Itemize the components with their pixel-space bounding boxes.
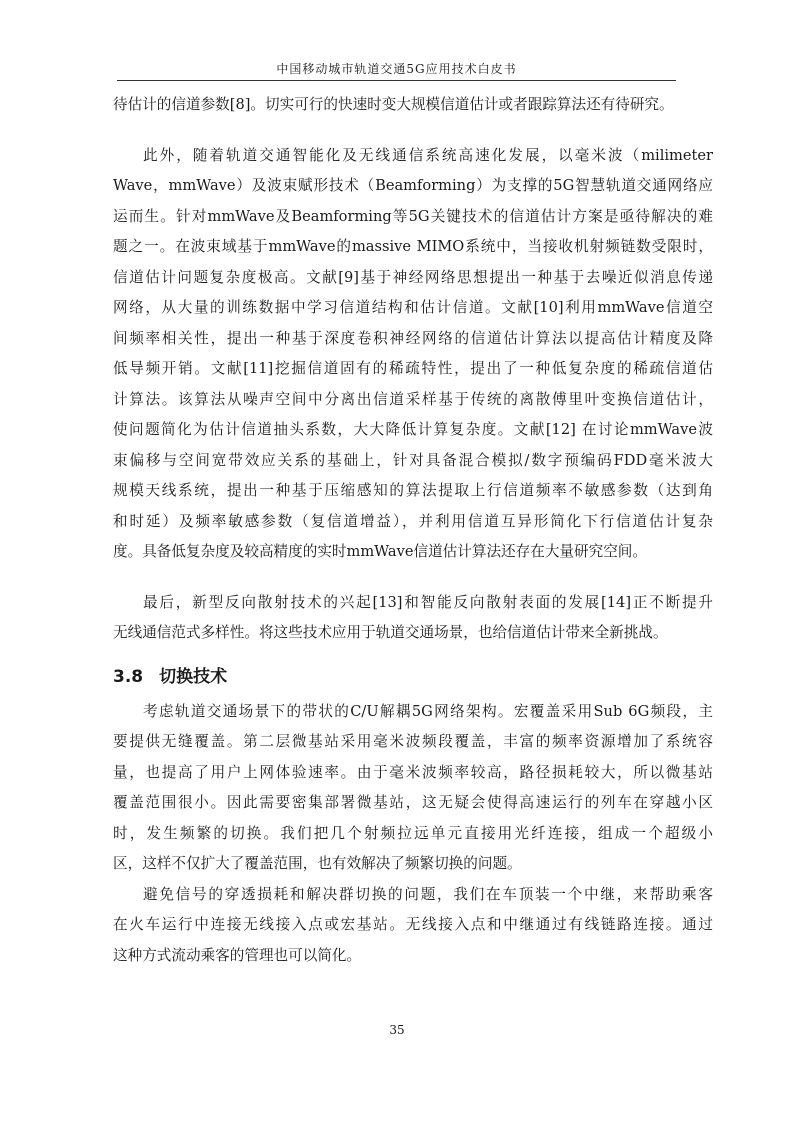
text-line: 运而生。针对mmWave及Beamforming等5G关键技术的信道估计方案是亟待解决的难 <box>113 207 713 225</box>
text-line: Wave，mmWave）及波束赋形技术（Beamforming）为支撑的5G智慧轨道交通网络应 <box>113 177 713 194</box>
text-line: 信道估计问题复杂度极高。文献[9]基于神经网络思想提出一种基于去噪近似消息传递 <box>113 268 713 286</box>
text-line: 低导频开销。文献[11]挖掘信道固有的稀疏特性，提出了一种低复杂度的稀疏信道估 <box>113 360 713 377</box>
text-line: 避免信号的穿透损耗和解决群切换的问题，我们在车顶装一个中继，来帮助乘客 <box>143 885 713 903</box>
text-line: 这种方式流动乘客的管理也可以简化。 <box>113 946 362 964</box>
text-line: 覆盖范围很小。因此需要密集部署微基站，这无疑会使得高速运行的列车在穿越小区 <box>113 794 713 811</box>
text-line: 要提供无缝覆盖。第二层微基站采用毫米波频段覆盖，丰富的频率资源增加了系统容 <box>113 733 713 750</box>
text-line: 间频率相关性，提出一种基于深度卷积神经网络的信道估计算法以提高估计精度及降 <box>113 329 713 347</box>
text-line: 此外，随着轨道交通智能化及无线通信系统高速化发展，以毫米波（milimeter <box>143 146 713 164</box>
text-line: 考虑轨道交通场景下的带状的C/U解耦5G网络架构。宏覆盖采用Sub 6G频段，主 <box>143 702 713 720</box>
page-number: 35 <box>389 1023 405 1037</box>
text-line: 无线通信范式多样性。将这些技术应用于轨道交通场景，也给信道估计带来全新挑战。 <box>113 624 668 641</box>
text-line: 束偏移与空间宽带效应关系的基础上，针对具备混合模拟/数字预编码FDD毫米波大 <box>113 451 713 469</box>
text-line: 在火车运行中连接无线接入点或宏基站。无线接入点和中继通过有线链路连接。通过 <box>113 916 713 933</box>
section-title: 切换技术 <box>159 666 228 687</box>
text-line: 度。具备低复杂度及较高精度的实时mmWave信道估计算法还存在大量研究空间。 <box>113 543 647 560</box>
text-line: 区，这样不仅扩大了覆盖范围，也有效解决了频繁切换的问题。 <box>113 855 522 872</box>
text-line: 网络，从大量的训练数据中学习信道结构和估计信道。文献[10]利用mmWave信道空 <box>113 299 713 316</box>
text-line: 规模天线系统，提出一种基于压缩感知的算法提取上行信道频率不敏感参数（达到角 <box>113 482 713 499</box>
text-line: 和时延）及频率敏感参数（复信道增益），并利用信道互异形简化下行信道估计复杂 <box>113 512 713 530</box>
text-line: 使问题简化为估计信道抽头系数，大大降低计算复杂度。文献[12] 在讨论mmWave波 <box>113 421 713 438</box>
section-heading <box>113 657 713 697</box>
text-line: 时，发生频繁的切换。我们把几个射频拉远单元直接用光纤连接，组成一个超级小 <box>113 824 713 842</box>
text-line: 题之一。在波束域基于mmWave的massive MIMO系统中，当接收机射频链数受限时， <box>113 238 713 255</box>
section-number: 3.8 <box>113 666 144 687</box>
text-line: 待估计的信道参数[8]。切实可行的快速时变大规模信道估计或者跟踪算法还有待研究。 <box>113 96 674 113</box>
text-line: 量，也提高了用户上网体验速率。由于毫米波频率较高，路径损耗较大，所以微基站 <box>113 763 713 781</box>
text-line: 最后，新型反向散射技术的兴起[13]和智能反向散射表面的发展[14]正不断提升 <box>143 593 713 611</box>
text-line: 计算法。该算法从噪声空间中分离出信道采样基于传统的离散傅里叶变换信道估计， <box>113 390 713 408</box>
page-body <box>113 90 713 971</box>
header-divider <box>117 80 676 81</box>
running-header: 中国移动城市轨道交通5G应用技术白皮书 <box>276 62 517 76</box>
